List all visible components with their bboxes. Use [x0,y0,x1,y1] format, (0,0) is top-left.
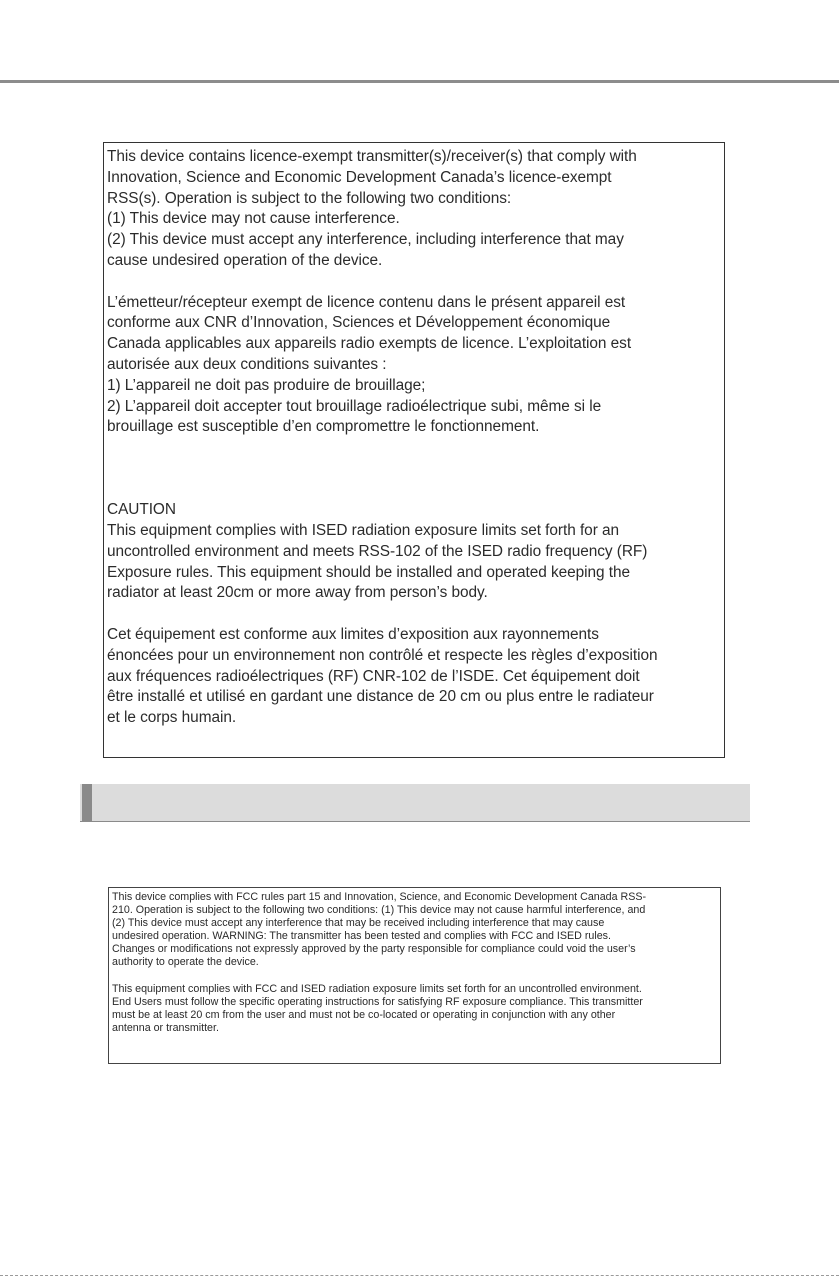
section-marker [82,784,92,821]
header-rule [0,80,839,83]
caution-french-statement: Cet équipement est conforme aux limites d’exposition aux rayonnements énoncées pour un environnement non contrôlé et respecte les règles d’exposition aux fréquences radioélectriques (RF) CNR-102 de l’ISDE. Cet équipement doit être installé et utilisé en gardant une distance de 20 cm ou plus entre le radiateur et le corps humain. [107,625,658,727]
footer-rule [0,1275,839,1276]
spacer [107,438,721,500]
spacer [112,970,716,983]
spacer [107,604,721,625]
spacer [107,272,721,293]
fcc-compliance-statement: This device complies with FCC rules part 15 and Innovation, Science, and Economic Development Canada RSS- 210. Operation is subject to the following two conditions: (1) This device may not cause harmful interference, and (2) This device must accept any interference that may be received including interference that may cause undesired operation. WARNING: The transmitter has been tested and complies with FCC and ISED rules. Changes or modifications not expressly approved by the party responsible for compliance could void the user’s authority to operate the device. [112,891,647,969]
ised-notice-box [103,142,725,758]
rf-exposure-statement: This equipment complies with FCC and ISED radiation exposure limits set forth for an uncontrolled environment. End Users must follow the specific operating instructions for satisfying RF exposure compliance. This transmitter must be at least 20 cm from the user and must not be co-located or operating in conjunction with any other antenna or transmitter. [112,982,643,1034]
caution-english-statement: This equipment complies with ISED radiation exposure limits set forth for an uncontrolled environment and meets RSS-102 of the ISED radio frequency (RF) Exposure rules. This equipment should be installed and operated keeping the radiator at least 20cm or more away from person’s body. [107,521,648,602]
section-header-bar [80,784,750,822]
fcc-notice-box [108,887,721,1064]
ised-english-statement: This device contains licence-exempt transmitter(s)/receiver(s) that comply with Innovation, Science and Economic Development Canada’s licence-exempt RSS(s). Operation is subject to the following two conditions: (1) This device may not cause interference. (2) This device must accept any interference, including interference that may cause undesired operation of the device. [107,148,637,269]
caution-heading: CAUTION [107,501,176,519]
ised-french-statement: L’émetteur/récepteur exempt de licence contenu dans le présent appareil est conforme aux CNR d’Innovation, Sciences et Développement économique Canada applicables aux appareils radio exempts de licence. L’exploitation est autorisée aux deux conditions suivantes : 1) L’appareil ne doit pas produire de brouillage; 2) L’appareil doit accepter tout brouillage radioélectrique subi, même si le brouillage est susceptible d’en compromettre le fonctionnement. [107,293,632,436]
